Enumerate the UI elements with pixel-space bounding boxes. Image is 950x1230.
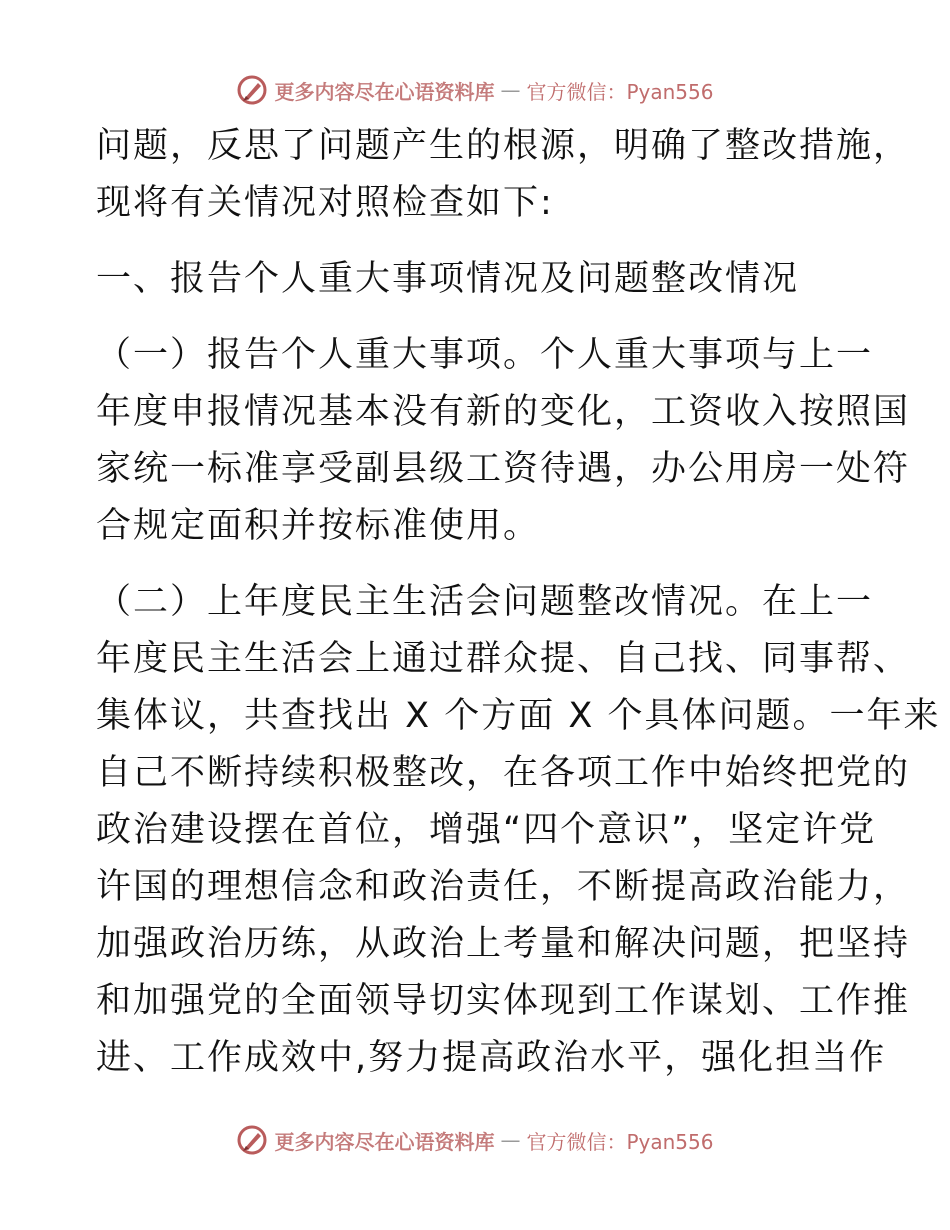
body-line: 许国的理想信念和政治责任，不断提高政治能力，: [96, 867, 911, 907]
footer-watermark: [0, 1120, 950, 1160]
body-line: 加强政治历练，从政治上考量和解决问题，把坚持: [96, 924, 911, 964]
body-line: 集体议，共查找出 X 个方面 X 个具体问题。一年来: [96, 696, 941, 736]
subsection-line: （二）上年度民主生活会问题整改情况。在上一: [96, 582, 874, 622]
body-line: 年度民主生活会上通过群众提、自己找、同事帮、: [96, 639, 911, 679]
watermark-separator: —: [500, 1128, 521, 1152]
header-watermark: [0, 70, 950, 110]
document-body: [96, 118, 941, 1087]
watermark-main-text: 更多内容尽在心语资料库: [274, 79, 495, 104]
body-line: 家统一标准享受副县级工资待遇，办公用房一处符: [96, 449, 911, 489]
body-line: 自己不断持续积极整改，在各项工作中始终把党的: [96, 753, 911, 793]
watermark-separator: —: [500, 78, 521, 102]
subsection-line: （一）报告个人重大事项。个人重大事项与上一: [96, 335, 874, 375]
body-line: 和加强党的全面领导切实体现到工作谋划、工作推: [96, 981, 911, 1021]
section-heading: 一、报告个人重大事项情况及问题整改情况: [96, 259, 800, 299]
body-line: 政治建设摆在首位，增强“四个意识”，坚定许党: [96, 810, 877, 850]
watermark-main-text: 更多内容尽在心语资料库: [274, 1129, 495, 1154]
body-line: 进、工作成效中,努力提高政治水平，强化担当作: [96, 1038, 887, 1078]
body-line: 问题，反思了问题产生的根源，明确了整改措施，: [96, 126, 911, 166]
watermark-wechat-text: 官方微信：Pyan556: [526, 79, 714, 104]
pen-logo-icon: [236, 1124, 268, 1156]
watermark-wechat-text: 官方微信：Pyan556: [526, 1129, 714, 1154]
pen-logo-icon: [236, 74, 268, 106]
body-line: 合规定面积并按标准使用。: [96, 506, 541, 546]
body-line: 年度申报情况基本没有新的变化，工资收入按照国: [96, 392, 911, 432]
body-line: 现将有关情况对照检查如下:: [96, 183, 554, 223]
